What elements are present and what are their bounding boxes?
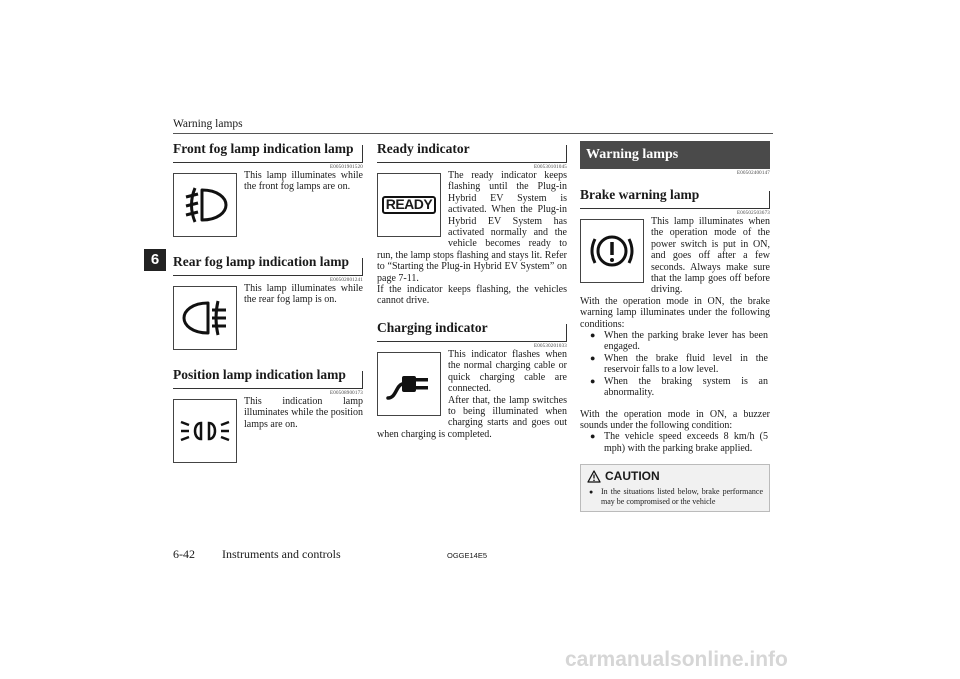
front-fog-heading: Front fog lamp indication lamp xyxy=(173,138,363,163)
list-item: ● The vehicle speed exceeds 8 km/h (5 mph) with the parking brake applied. xyxy=(580,431,770,454)
front-fog-text: This lamp illuminates while the front fog lamps are on. xyxy=(244,170,363,193)
brake-conditions-list xyxy=(580,330,770,398)
rear-fog-lamp-icon xyxy=(173,286,237,350)
charging-heading: Charging indicator xyxy=(377,317,567,342)
list-item: ● When the parking brake lever has been engaged. xyxy=(580,330,770,353)
caution-text: ● In the situations listed below, brake performance may be compromised or the vehicle xyxy=(587,487,763,507)
footer-section-title: Instruments and controls xyxy=(222,547,341,561)
watermark: carmanualsonline.info xyxy=(565,648,788,671)
rear-fog-code: E00502001241 xyxy=(330,278,363,283)
charging-text: This indicator flashes when the normal charging cable or quick charging cable are connected. xyxy=(448,348,567,395)
ready-text: The ready indicator keeps flashing until the Plug-in Hybrid EV System is activated. When the Plug-in Hybrid EV System has activated normally and the vehicle becomes ready to run, the lamp stops flashing and stays lit. Refer to “Starting the Plug-in Hybrid EV System” on page 7-11. xyxy=(377,170,567,284)
rear-fog-text: This lamp illuminates while the rear fog lamp is on. xyxy=(244,283,363,306)
running-header: Warning lamps xyxy=(173,118,243,130)
brake-text-2: Always make sure that the lamp goes off before driving. xyxy=(651,261,770,296)
column-middle xyxy=(377,138,567,440)
brake-heading: Brake warning lamp xyxy=(580,184,770,209)
position-text: This indication lamp illuminates while the position lamps are on. xyxy=(244,396,363,430)
brake-text-3: With the operation mode in ON, the brake warning lamp illuminates under the following conditions: xyxy=(580,295,770,330)
list-item: ● When the braking system is an abnormality. xyxy=(580,376,770,399)
column-right xyxy=(580,138,770,512)
front-fog-lamp-icon xyxy=(173,173,237,237)
position-heading: Position lamp indication lamp xyxy=(173,364,363,389)
brake-code: E00502503673 xyxy=(737,211,770,216)
warning-triangle-icon xyxy=(587,470,601,483)
list-item: ● When the brake fluid level in the reservoir falls to a low level. xyxy=(580,353,770,376)
footer-code: OGGE14E5 xyxy=(447,551,488,560)
rear-fog-heading: Rear fog lamp indication lamp xyxy=(173,251,363,276)
brake-text: This lamp illuminates when the operation mode of the power switch is put in ON, and goes off after a few seconds. xyxy=(651,216,770,273)
ready-indicator-icon xyxy=(377,173,441,237)
header-rule xyxy=(173,133,773,134)
banner-code: E00502400147 xyxy=(737,171,770,176)
caution-title: CAUTION xyxy=(605,469,660,484)
front-fog-code: E00501901520 xyxy=(330,165,363,170)
column-left xyxy=(173,138,363,467)
ready-text-2: If the indicator keeps flashing, the vehicles cannot drive. xyxy=(377,284,567,307)
ready-code: E00530101045 xyxy=(534,165,567,170)
caution-box xyxy=(580,464,770,512)
warning-lamps-banner: Warning lamps xyxy=(580,141,770,169)
position-lamp-icon xyxy=(173,399,237,463)
charging-code: E00530201033 xyxy=(534,343,567,349)
charging-text-2: After that, the lamp switches to being illuminated when charging starts and goes out when charging is completed. xyxy=(377,394,567,440)
page-number: 6-42 xyxy=(173,547,195,561)
charging-plug-icon xyxy=(377,352,441,416)
chapter-tab: 6 xyxy=(144,249,166,271)
ready-icon-text: READY xyxy=(382,196,437,213)
brake-text-4: With the operation mode in ON, a buzzer sounds under the following condition: xyxy=(580,408,770,431)
position-code: E00508900173 xyxy=(330,391,363,396)
buzzer-conditions-list xyxy=(580,431,770,454)
ready-heading: Ready indicator xyxy=(377,138,567,163)
brake-warning-icon xyxy=(580,219,644,283)
